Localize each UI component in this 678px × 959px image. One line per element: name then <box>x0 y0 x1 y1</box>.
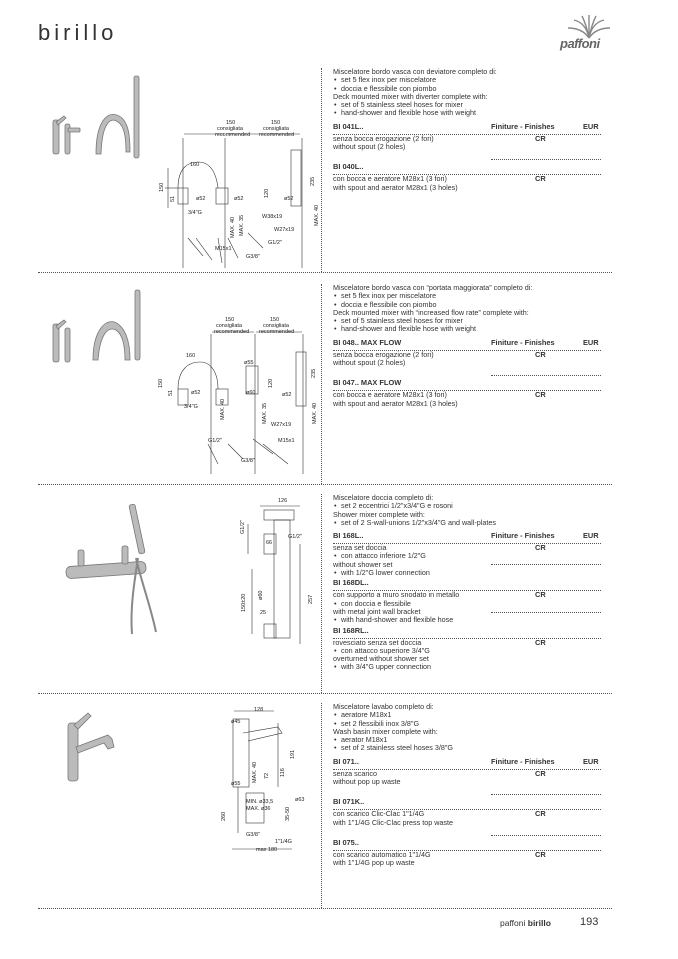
product-code: BI 041L.. <box>333 121 364 131</box>
product-section-basin-mixer <box>38 703 612 908</box>
product-section-deck-mixer <box>38 68 612 272</box>
svg-text:ø52: ø52 <box>282 392 292 398</box>
desc-en: Wash basin mixer complete with: <box>333 726 438 736</box>
variant-en: with 1"1/4G pop up waste <box>333 858 415 868</box>
variant-code-row <box>333 798 601 808</box>
variant-it-bullet: • con doccia e flessibile <box>333 600 601 608</box>
svg-text:max 180: max 180 <box>256 847 278 853</box>
variant-it: con supporto a muro snodato in metallo <box>333 590 460 600</box>
desc-it: Miscelatore doccia completo di: <box>333 493 434 502</box>
page-title: birillo <box>38 20 118 45</box>
product-code: BI 071.. <box>333 756 359 766</box>
svg-text:MIN. ø33,5: MIN. ø33,5 <box>246 799 274 805</box>
svg-text:G1/2": G1/2" <box>208 438 222 444</box>
finish-code: CR <box>535 349 546 359</box>
svg-text:150: 150 <box>158 378 164 388</box>
svg-text:W38x19: W38x19 <box>262 214 283 220</box>
svg-text:235: 235 <box>311 368 317 378</box>
product-code: BI 071K.. <box>333 797 365 807</box>
bullet-it: • set 5 flex inox per miscelatore <box>333 292 601 300</box>
svg-text:G3/8": G3/8" <box>241 458 255 464</box>
svg-text:116: 116 <box>280 768 286 777</box>
variant-desc <box>333 391 601 408</box>
svg-text:72: 72 <box>264 772 270 779</box>
svg-text:126: 126 <box>278 498 288 504</box>
section-divider <box>38 484 612 485</box>
bullet-it: • aeratore M18x1 <box>333 711 601 719</box>
product-photo-and-drawing <box>38 494 321 693</box>
finish-code: CR <box>535 390 546 400</box>
finish-code: CR <box>535 133 546 143</box>
svg-text:M15x1: M15x1 <box>278 438 295 444</box>
variant-en: with metal joint wall bracket <box>333 606 421 616</box>
product-code: BI 168RL.. <box>333 625 369 635</box>
eur-header: EUR <box>583 121 599 131</box>
desc-it: Miscelatore bordo vasca con “portata maggiorata” completo di: <box>333 283 533 292</box>
variant-it-bullet: • con attacco superiore 3/4"G <box>333 647 601 655</box>
svg-text:51: 51 <box>170 195 176 202</box>
svg-text:M15x1: M15x1 <box>215 246 232 252</box>
variant-en: overturned without shower set <box>333 654 429 664</box>
desc-en: Shower mixer complete with: <box>333 509 425 519</box>
product-section-shower-mixer <box>38 494 612 693</box>
variant-it: senza bocca erogazione (2 fori) <box>333 133 434 143</box>
section-divider <box>38 908 612 909</box>
variant-en-bullet: • with 3/4"G upper connection <box>333 663 601 671</box>
variant-header-row <box>333 758 601 768</box>
product-description <box>333 284 601 408</box>
variant-desc <box>333 591 601 624</box>
product-images <box>38 703 321 908</box>
variant-desc <box>333 639 601 672</box>
finishes-header: Finiture - Finishes <box>491 756 555 766</box>
eur-header: EUR <box>583 337 599 347</box>
svg-text:3/4"G: 3/4"G <box>184 404 198 410</box>
bullet-it: • doccia e flessibile con piombo <box>333 85 601 93</box>
variant-it: con bocca e aeratore M28x1 (3 fori) <box>333 174 447 184</box>
product-code: BI 168DL.. <box>333 578 369 588</box>
technical-drawing <box>178 332 306 474</box>
product-code: BI 048.. MAX FLOW <box>333 337 402 347</box>
variant-header-row <box>333 339 601 349</box>
svg-text:ø45: ø45 <box>231 719 241 725</box>
svg-text:MAX. 40: MAX. 40 <box>314 204 320 226</box>
section-divider <box>38 272 612 273</box>
product-code: BI 047.. MAX FLOW <box>333 378 402 388</box>
product-images <box>38 284 321 484</box>
variant-code-row <box>333 379 601 389</box>
svg-text:recommended: recommended <box>259 329 295 335</box>
desc-en: Deck mounted mixer with diverter complete with: <box>333 91 488 101</box>
variant-it: rovesciato senza set doccia <box>333 637 422 647</box>
svg-text:257: 257 <box>308 594 314 604</box>
svg-text:191: 191 <box>290 749 296 759</box>
svg-text:MAX. 35: MAX. 35 <box>239 214 245 236</box>
row-rule <box>491 835 601 836</box>
finishes-header: Finiture - Finishes <box>491 121 555 131</box>
variant-it: senza set doccia <box>333 543 387 553</box>
variant-en: without spout (2 holes) <box>333 142 406 152</box>
variant-en: with 1"1/4G Clic-Clac press top waste <box>333 817 453 827</box>
variant-header-row <box>333 123 601 133</box>
bullet-it: • set 2 flessibili inox 3/8"G <box>333 720 601 728</box>
variant-it: senza scarico <box>333 768 377 778</box>
finish-code: CR <box>535 590 546 600</box>
svg-text:ø55: ø55 <box>244 360 254 366</box>
product-code: BI 040L.. <box>333 162 364 172</box>
bullet-it: • set 5 flex inox per miscelatore <box>333 76 601 84</box>
svg-text:MAX. 40: MAX. 40 <box>312 402 318 424</box>
finishes-header: Finiture - Finishes <box>491 531 555 541</box>
footer-brand-name: paffoni <box>500 918 526 928</box>
svg-text:128: 128 <box>254 707 264 713</box>
desc-it: Miscelatore lavabo completo di: <box>333 702 434 711</box>
section-divider <box>38 693 612 694</box>
variant-code-row <box>333 579 601 589</box>
product-section-deck-mixer-max-flow <box>38 284 612 484</box>
svg-text:MAX. 40: MAX. 40 <box>252 761 258 783</box>
svg-text:MAX. 35: MAX. 35 <box>262 402 268 424</box>
svg-text:consigliata: consigliata <box>216 323 242 329</box>
variant-code-row <box>333 163 601 173</box>
variant-en: with spout and aerator M28x1 (3 holes) <box>333 398 458 408</box>
svg-text:51: 51 <box>168 389 174 396</box>
svg-text:ø55: ø55 <box>231 781 241 787</box>
svg-text:G3/8": G3/8" <box>246 832 260 838</box>
svg-text:recommended: recommended <box>259 132 295 138</box>
variant-en: with spout and aerator M28x1 (3 holes) <box>333 182 458 192</box>
desc-en: Deck mounted mixer with “increased flow rate” complete with: <box>333 307 529 317</box>
svg-text:150: 150 <box>225 317 235 323</box>
variant-code-row <box>333 627 601 637</box>
variant-desc <box>333 770 601 787</box>
desc-it: Miscelatore bordo vasca con deviatore completo di: <box>333 67 497 76</box>
finish-code: CR <box>535 849 546 859</box>
bullet-en: • aerator M18x1 <box>333 736 601 744</box>
variant-desc <box>333 175 601 192</box>
variant-desc <box>333 851 601 868</box>
svg-text:consigliata: consigliata <box>217 126 243 132</box>
svg-text:MAX. ø36: MAX. ø36 <box>246 806 271 812</box>
product-photo <box>68 713 114 781</box>
finish-code: CR <box>535 637 546 647</box>
finishes-header: Finiture - Finishes <box>491 337 555 347</box>
svg-text:1"1/4G: 1"1/4G <box>275 839 292 845</box>
svg-text:150: 150 <box>271 120 281 126</box>
variant-desc <box>333 351 601 368</box>
variant-header-row <box>333 532 601 542</box>
variant-en: without spout (2 holes) <box>333 358 406 368</box>
svg-text:G3/8": G3/8" <box>246 254 260 260</box>
svg-text:G1/2": G1/2" <box>240 520 246 534</box>
variant-it: con scarico automatico 1"1/4G <box>333 849 431 859</box>
svg-text:ø52: ø52 <box>196 196 206 202</box>
product-photo <box>66 504 156 634</box>
row-rule <box>491 564 601 565</box>
bullet-en: • set of 5 stainless steel hoses for mixer <box>333 101 601 109</box>
product-photo <box>53 290 140 362</box>
bullet-en: • hand-shower and flexible hose with weight <box>333 109 601 117</box>
product-code: BI 168L.. <box>333 531 364 541</box>
product-description <box>333 494 601 672</box>
svg-text:120: 120 <box>268 378 274 388</box>
bullet-it: • doccia e flessibile con piombo <box>333 301 601 309</box>
variant-en: without shower set <box>333 559 393 569</box>
variant-desc <box>333 135 601 152</box>
svg-text:ø60: ø60 <box>246 390 256 396</box>
svg-text:consigliata: consigliata <box>263 126 289 132</box>
footer-collection: birillo <box>527 918 551 928</box>
technical-drawing <box>232 711 292 849</box>
svg-text:ø52: ø52 <box>234 196 244 202</box>
variant-en: without pop up waste <box>333 777 401 787</box>
svg-text:235: 235 <box>310 176 316 186</box>
variant-desc <box>333 810 601 827</box>
row-rule <box>491 159 601 160</box>
product-photo-and-drawing <box>38 68 321 272</box>
row-rule <box>491 612 601 613</box>
logo-text: paffoni <box>560 36 600 51</box>
product-description <box>333 703 601 868</box>
svg-text:G1/2": G1/2" <box>288 534 302 540</box>
bullet-it: • set 2 eccentrici 1/2"x3/4"G e rosoni <box>333 502 601 510</box>
product-code: BI 075.. <box>333 837 359 847</box>
eur-header: EUR <box>583 531 599 541</box>
svg-text:W27x19: W27x19 <box>274 227 295 233</box>
variant-code-row <box>333 839 601 849</box>
svg-text:MAX. 40: MAX. 40 <box>220 398 226 420</box>
svg-text:150±20: 150±20 <box>241 593 247 612</box>
svg-text:ø63: ø63 <box>295 797 305 803</box>
product-images <box>38 68 321 272</box>
svg-text:recommended: recommended <box>215 132 251 138</box>
bullet-en: • hand-shower and flexible hose with weight <box>333 325 601 333</box>
svg-text:150: 150 <box>226 120 236 126</box>
finish-code: CR <box>535 174 546 184</box>
page-number: 193 <box>580 916 599 928</box>
variant-it: con scarico Clic-Clac 1"1/4G <box>333 809 425 819</box>
svg-text:consigliata: consigliata <box>263 323 289 329</box>
variant-it: con bocca e aeratore M28x1 (3 fori) <box>333 390 447 400</box>
finish-code: CR <box>535 809 546 819</box>
product-photo-and-drawing <box>38 284 321 484</box>
variant-desc <box>333 544 601 577</box>
product-photo <box>53 76 139 158</box>
product-description <box>333 68 601 192</box>
svg-text:ø52: ø52 <box>191 390 201 396</box>
bullet-en: • set of 2 stainless steel hoses 3/8"G <box>333 744 601 752</box>
svg-text:150: 150 <box>270 317 280 323</box>
row-rule <box>491 794 601 795</box>
svg-text:150: 150 <box>159 182 165 192</box>
finish-code: CR <box>535 768 546 778</box>
technical-drawing <box>248 506 300 644</box>
svg-text:3/4"G: 3/4"G <box>188 210 202 216</box>
row-rule <box>491 375 601 376</box>
svg-text:W27x19: W27x19 <box>271 422 292 428</box>
variant-en-bullet: • with hand-shower and flexible hose <box>333 616 601 624</box>
bullet-en: • set of 5 stainless steel hoses for mixer <box>333 317 601 325</box>
footer-brand <box>500 918 551 928</box>
svg-text:160: 160 <box>186 353 196 359</box>
svg-text:ø52: ø52 <box>284 196 294 202</box>
svg-text:ø60: ø60 <box>258 590 264 600</box>
product-photo-and-drawing <box>38 703 321 908</box>
variant-it-bullet: • con attacco inferiore 1/2"G <box>333 552 601 560</box>
svg-text:120: 120 <box>264 188 270 198</box>
variant-en-bullet: • with 1/2"G lower connection <box>333 569 601 577</box>
variant-it: senza bocca erogazione (2 fori) <box>333 349 434 359</box>
svg-text:35-50: 35-50 <box>285 806 291 821</box>
svg-text:G1/2": G1/2" <box>268 240 282 246</box>
svg-text:260: 260 <box>221 811 227 821</box>
bullet-en: • set of 2 S-wall-unions 1/2"x3/4"G and wall-plates <box>333 519 601 527</box>
product-images <box>38 494 321 693</box>
eur-header: EUR <box>583 756 599 766</box>
svg-text:recommended: recommended <box>214 329 250 335</box>
svg-text:160: 160 <box>190 162 200 168</box>
svg-text:66: 66 <box>266 540 273 546</box>
finish-code: CR <box>535 543 546 553</box>
svg-text:25: 25 <box>260 610 267 616</box>
svg-text:MAX. 40: MAX. 40 <box>230 216 236 238</box>
